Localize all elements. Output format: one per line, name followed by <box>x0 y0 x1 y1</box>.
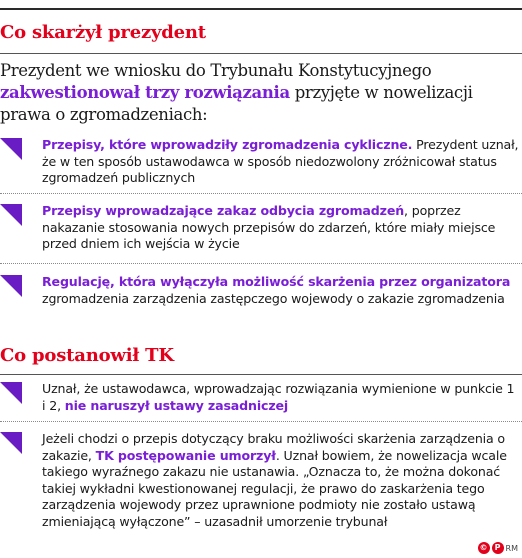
section-title-complaint: Co skarżył prezydent <box>0 22 206 43</box>
dotted-separator <box>0 263 522 264</box>
ruling-item-body: Jeżeli chodzi o przepis dotyczący braku możliwości skarżenia zarządzenia o zakazie, <box>42 431 505 463</box>
complaint-item-text <box>42 203 520 253</box>
top-rule <box>0 8 522 10</box>
complaint-item-body: zgromadzenia zarządzenia zastępczego wojewody o zakazie zgromadzenia <box>42 290 505 306</box>
complaint-item-body: Prezydent uznał, że w ten sposób ustawodawca w sposób niedozwolony zróżnicował status zgromadzeń publicznych <box>42 137 519 186</box>
footer-credit <box>478 542 518 554</box>
intro-text-end: przyjęte w nowelizacji prawa o zgromadzeniach: <box>0 83 473 124</box>
purple-triangle-marker-icon <box>0 138 22 160</box>
complaint-item-highlight: Przepisy, które wprowadziły zgromadzenia cykliczne. <box>42 137 413 152</box>
ruling-item-text <box>42 431 520 531</box>
ruling-item-highlight: TK postępowanie umorzył <box>95 447 276 463</box>
copyright-logo-icon: © <box>479 543 488 552</box>
ruling-item-body: Uznał, że ustawodawca, wprowadzając rozwiązania wymienione w punkcie 1 i 2, <box>42 381 515 413</box>
section-divider <box>0 374 522 375</box>
purple-triangle-marker-icon <box>0 432 22 454</box>
section-divider <box>0 53 522 54</box>
intro-paragraph <box>0 60 515 126</box>
complaint-item-highlight: Przepisy wprowadzające zakaz odbycia zgromadzeń <box>42 203 405 218</box>
complaint-item-text <box>42 137 520 187</box>
ruling-item-highlight: nie naruszył ustawy zasadniczej <box>64 397 289 413</box>
intro-text: Prezydent we wniosku do Trybunału Konstytucyjnego <box>0 61 432 80</box>
ruling-item-text <box>42 381 520 414</box>
ruling-item-body-end: . Uznał bowiem, że nowelizacja wcale takiego wyraźnego zakazu nie ustanawia. „Oznacza to, że można dokonać takiej wykładni kwestionowanej regulacji, że prawo do zaskarżenia tego zarządzenia wojewody przez uprawnione podmioty nie zostało ustawą zmieniającą wyłączone” – uzasadnił umorzenie trybunał <box>42 447 507 529</box>
author-initials: RM <box>505 543 518 553</box>
dotted-separator <box>0 421 522 422</box>
publisher-logo-icon: P <box>492 542 504 554</box>
complaint-item-text <box>42 274 520 307</box>
purple-triangle-marker-icon <box>0 275 22 297</box>
complaint-item-body: , poprzez nakazanie stosowania nowych przepisów do zdarzeń, które miały miejsce przed dniem ich wejścia w życie <box>42 203 496 252</box>
complaint-item-highlight: Regulację, która wyłączyła możliwość skarżenia przez organizatora <box>42 274 511 289</box>
section-title-ruling: Co postanowił TK <box>0 345 174 366</box>
purple-triangle-marker-icon <box>0 204 22 226</box>
intro-highlight: zakwestionował trzy rozwiązania <box>0 83 290 102</box>
dotted-separator <box>0 193 522 194</box>
purple-triangle-marker-icon <box>0 382 22 404</box>
